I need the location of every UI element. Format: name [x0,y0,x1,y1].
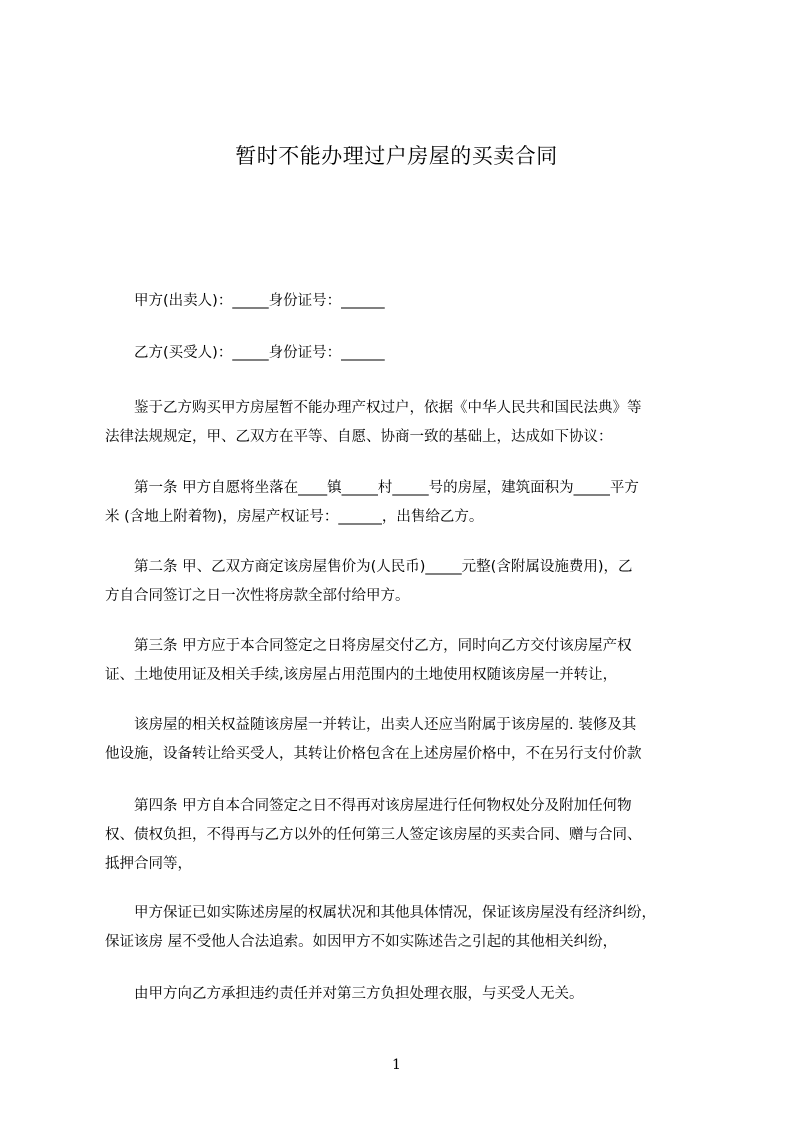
article-2-paragraph [105,553,705,611]
party-a-paragraph [105,287,705,316]
article-2-line-1: 第二条 甲、乙双方商定该房屋售价为(人民币)_____元整(含附属设施费用)，乙 [105,559,633,575]
article-3-continued-paragraph [105,711,705,769]
party-a-line: 甲方(出卖人)：_____身份证号：______ [105,293,385,309]
article-3-line-2: 证、土地使用证及相关手续,该房屋占用范围内的土地使用权随该房屋一并转让， [105,667,618,683]
article-4-guarantee-paragraph [105,899,705,957]
article-2-line-2: 方自合同签订之日一次性将房款全部付给甲方。 [105,588,410,604]
article-3-paragraph [105,632,705,690]
preamble-line-1: 鉴于乙方购买甲方房屋暂不能办理产权过户，依据《中华人民共和国民法典》等 [105,400,642,416]
article-4-paragraph [105,792,705,879]
page-number: 1 [392,1057,401,1073]
article-4-guarantee-line-1: 甲方保证已如实陈述房屋的权属状况和其他具体情况，保证该房屋没有经济纠纷， [105,905,656,921]
article-4-line-1: 第四条 甲方自本合同签定之日不得再对该房屋进行任何物权处分及附加任何物 [105,798,632,814]
preamble-paragraph [105,394,705,452]
article-4-liability-paragraph [105,980,705,1009]
article-4-liability-line: 由甲方向乙方承担违约责任并对第三方负担处理衣服，与买受人无关。 [105,986,584,1002]
article-1-line-1: 第一条 甲方自愿将坐落在____镇_____村_____号的房屋，建筑面积为_____平方 [105,480,639,496]
party-b-line: 乙方(买受人)：_____身份证号：______ [105,345,385,361]
article-3-cont-line-2: 他设施，设备转让给买受人，其转让价格包含在上述房屋价格中，不在另行支付价款 [105,746,642,762]
article-3-cont-line-1: 该房屋的相关权益随该房屋一并转让，出卖人还应当附属于该房屋的. 装修及其 [105,717,637,733]
article-4-line-2: 权、债权负担，不得再与乙方以外的任何第三人签定该房屋的买卖合同、赠与合同、 [105,827,642,843]
article-3-line-1: 第三条 甲方应于本合同签定之日将房屋交付乙方，同时向乙方交付该房屋产权 [105,638,632,654]
article-4-line-3: 抵押合同等， [105,856,192,872]
party-b-paragraph [105,339,705,368]
article-1-line-2: 米 (含地上附着物)，房屋产权证号：______，出售给乙方。 [105,509,484,525]
article-4-guarantee-line-2: 保证该房 屋不受他人合法追索。如因甲方不如实陈述告之引起的其他相关纠纷， [105,934,618,950]
document-title: 暂时不能办理过户房屋的买卖合同 [235,144,558,168]
article-1-paragraph [105,474,705,532]
preamble-line-2: 法律法规规定，甲、乙双方在平等、自愿、协商一致的基础上，达成如下协议： [105,429,613,445]
